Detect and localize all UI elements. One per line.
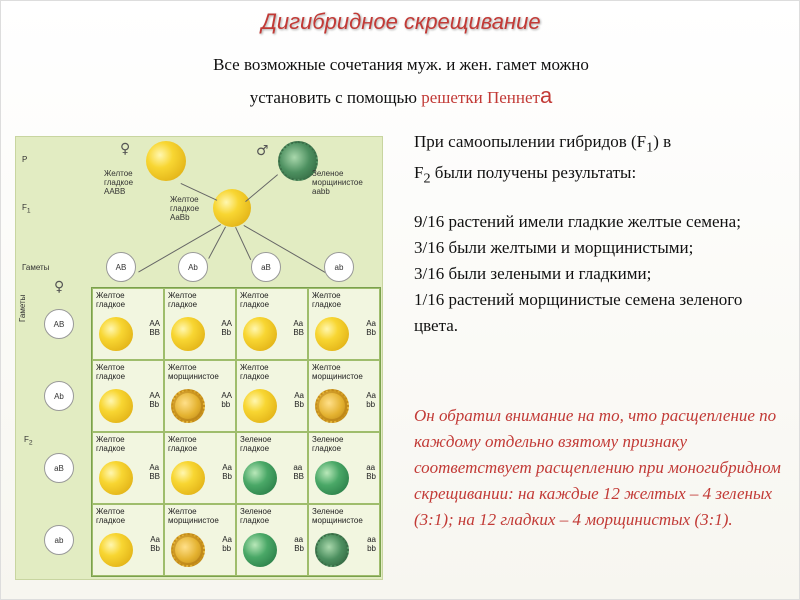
cell-phenotype [312,363,363,381]
f1-label [22,203,31,215]
gamete-top-2: Ab [178,252,208,282]
gamete-left-2: Ab [44,381,74,411]
cell-phenotype [96,435,125,453]
result-item: 1/16 растений морщинистые семена зеленого цвета. [414,290,743,335]
cell-color: Желтое [96,507,125,516]
cell-genotype [366,319,376,337]
pea-seed-icon [99,461,133,495]
pea-seed-icon [171,389,205,423]
intro-part-a: При самоопылении гибридов (F [414,132,647,151]
punnett-cell [92,288,164,360]
cell-shape: гладкое [312,300,342,309]
cell-shape: гладкое [312,444,342,453]
gamete-top-1: AB [106,252,136,282]
pea-seed-icon [99,533,133,567]
punnett-last-letter: а [539,83,553,108]
parent2-label [312,169,363,196]
punnett-cell [164,432,236,504]
punnett-cell [236,288,308,360]
parent2-line2: морщинистое [312,178,363,187]
female-gametes-icon: ♀ [54,279,65,295]
parent1-line2: гладкое [104,178,134,187]
subtitle-line-1: Все возможные сочетания муж. и жен. гамет можно [213,55,589,74]
f2-label-sub: 2 [28,439,33,447]
parent2-line3: aabb [312,187,330,196]
cell-phenotype [240,291,269,309]
cell-genotype-b: BB [149,472,160,481]
cell-genotype [149,319,160,337]
f1-label-text [170,195,199,222]
conclusion-text: Он обратил внимание на то, что расщепление по каждому отдельно взятому признаку соответствует расщеплению при моногибридном скрещивании: на каждые 12 желтых – 4 зеленых (3:1); на 12 гладких – 4 морщинистых (3:1). [414,406,781,529]
punnett-cell [308,288,380,360]
results-list [414,209,784,339]
pea-seed-icon [171,533,205,567]
intro-part-d: были получены результаты: [430,163,637,183]
f1-label-sub: 1 [26,207,31,215]
cell-genotype-a: Aa [366,319,376,328]
cell-genotype-b: BB [293,328,304,337]
cell-shape: гладкое [168,300,198,309]
pea-seed-icon [99,317,133,351]
cell-genotype-a: aa [294,535,304,544]
cell-phenotype [96,363,125,381]
f1-line2: гладкое [170,204,200,213]
cell-genotype-b: bb [366,400,376,409]
pea-seed-icon [315,533,349,567]
cell-genotype [294,391,304,409]
gamete-left-1: AB [44,309,74,339]
pea-seed-icon [315,389,349,423]
cell-genotype-a: aa [293,463,303,472]
cell-phenotype [168,435,197,453]
punnett-cell [164,504,236,576]
cell-color: Желтое [240,291,269,300]
cell-shape: гладкое [240,444,270,453]
f1-label-letter: F [22,203,27,212]
cell-shape: гладкое [96,300,126,309]
pea-seed-icon [243,533,277,567]
intro-part-c: F [414,163,424,183]
cell-phenotype [240,507,271,525]
cell-genotype [222,535,232,553]
cell-genotype-a: AA [149,319,160,328]
punnett-cell [92,504,164,576]
cell-genotype [293,319,304,337]
cell-color: Зеленое [312,507,344,516]
punnett-cell [308,432,380,504]
gametes-side-label: Гаметы [18,294,27,322]
cell-genotype-b: Bb [294,400,304,409]
cell-genotype-b: Bb [222,472,232,481]
cell-genotype [366,463,376,481]
cell-genotype-a: Aa [149,463,160,472]
cell-shape: морщинистое [312,372,363,381]
punnett-link-text: решетки Пеннет [421,88,540,107]
pea-seed-icon [315,461,349,495]
cell-color: Зеленое [240,435,272,444]
pea-seed-icon [243,389,277,423]
punnett-cell [236,360,308,432]
cell-shape: гладкое [240,372,270,381]
cell-color: Желтое [168,363,197,372]
cell-genotype [222,463,232,481]
f1-line1: Желтое [170,195,199,204]
cell-genotype [294,535,304,553]
intro-text [414,129,784,192]
cell-genotype-a: AA [149,391,160,400]
cell-phenotype [168,363,219,381]
male-icon: ♂ [256,143,269,159]
cell-color: Желтое [240,363,269,372]
cell-genotype-a: AA [221,391,232,400]
cell-genotype-b: Bb [366,472,376,481]
f1-line3: AaBb [170,213,190,222]
intro-part-b: ) в [653,132,672,151]
cell-color: Желтое [168,435,197,444]
parent1-label [104,169,133,196]
cell-genotype [221,319,232,337]
cell-color: Желтое [168,291,197,300]
cell-shape: гладкое [96,372,126,381]
arrow-f1-ab3 [235,227,251,260]
cell-phenotype [168,507,219,525]
cell-genotype-b: Bb [149,400,160,409]
result-item: 3/16 были зелеными и гладкими; [414,264,652,283]
cell-shape: морщинистое [312,516,363,525]
result-item: 3/16 были желтыми и морщинистыми; [414,238,694,257]
cell-genotype-a: aa [366,463,376,472]
punnett-cell [236,432,308,504]
gametes-label: Гаметы [22,263,50,272]
punnett-cell [236,504,308,576]
arrow-p2-f1 [245,174,278,202]
f1-yellow-pea [213,189,251,227]
cell-color: Желтое [96,363,125,372]
punnett-diagram [15,136,383,580]
punnett-cell [164,288,236,360]
cell-genotype-a: Aa [222,463,232,472]
cell-phenotype [240,435,271,453]
cell-phenotype [240,363,269,381]
punnett-cell [92,432,164,504]
cell-shape: морщинистое [168,372,219,381]
pea-seed-icon [315,317,349,351]
cell-color: Желтое [96,435,125,444]
arrow-f1-ab2 [208,227,226,259]
cell-genotype-b: BB [149,328,160,337]
pea-seed-icon [171,317,205,351]
gamete-top-3: aB [251,252,281,282]
cell-shape: гладкое [96,444,126,453]
cell-genotype-a: Aa [150,535,160,544]
cell-genotype [149,391,160,409]
cell-shape: морщинистое [168,516,219,525]
cell-color: Желтое [168,507,197,516]
f2-label [24,435,33,447]
cell-phenotype [312,507,363,525]
cell-genotype [149,463,160,481]
cell-genotype-a: AA [221,319,232,328]
cell-genotype-b: Bb [150,544,160,553]
cell-color: Желтое [96,291,125,300]
cell-genotype-b: Bb [294,544,304,553]
gamete-left-3: aB [44,453,74,483]
parent1-line1: Желтое [104,169,133,178]
cell-shape: гладкое [240,516,270,525]
f2-label-letter: F [24,435,29,444]
subtitle-line-2-prefix: установить с помощью [249,88,422,107]
cell-genotype-b: bb [367,544,376,553]
pea-seed-icon [243,317,277,351]
intro-sub2: 2 [423,170,431,187]
subtitle-line-2 [1,83,800,109]
cell-genotype [150,535,160,553]
cell-genotype-a: Aa [293,319,304,328]
cell-phenotype [96,507,125,525]
cell-color: Желтое [312,363,341,372]
cell-genotype-b: bb [222,544,232,553]
punnett-grid [91,287,381,577]
slide-title: Дигибридное скрещивание [261,9,541,34]
intro-sub1: 1 [646,139,654,156]
cell-phenotype [96,291,125,309]
gamete-left-4: ab [44,525,74,555]
punnett-cell [164,360,236,432]
cell-phenotype [168,291,197,309]
pea-seed-icon [171,461,205,495]
cell-genotype-b: BB [293,472,304,481]
cell-genotype [367,535,376,553]
cell-genotype-b: Bb [366,328,376,337]
punnett-cell [92,360,164,432]
cell-genotype-a: aa [367,535,376,544]
cell-genotype-b: bb [221,400,231,409]
pea-seed-icon [99,389,133,423]
pea-seed-icon [243,461,277,495]
cell-phenotype [312,435,343,453]
cell-phenotype [312,291,341,309]
cell-genotype [366,391,376,409]
cell-genotype-b: Bb [221,328,232,337]
female-icon: ♀ [120,141,131,157]
cell-color: Зеленое [312,435,344,444]
punnett-cell [308,360,380,432]
cell-shape: гладкое [240,300,270,309]
parent-yellow-pea [146,141,186,181]
parent2-line1: Зеленое [312,169,344,178]
cell-color: Зеленое [240,507,272,516]
gamete-top-4: ab [324,252,354,282]
punnett-cell [308,504,380,576]
p-label: P [22,155,28,164]
cell-genotype-a: Aa [222,535,232,544]
cell-shape: гладкое [168,444,198,453]
cell-color: Желтое [312,291,341,300]
cell-genotype-a: Aa [294,391,304,400]
parent1-line3: AABB [104,187,126,196]
cell-genotype [293,463,304,481]
cell-genotype [221,391,232,409]
cell-shape: гладкое [96,516,126,525]
cell-genotype-a: Aa [366,391,376,400]
result-item: 9/16 растений имели гладкие желтые семена; [414,212,741,231]
